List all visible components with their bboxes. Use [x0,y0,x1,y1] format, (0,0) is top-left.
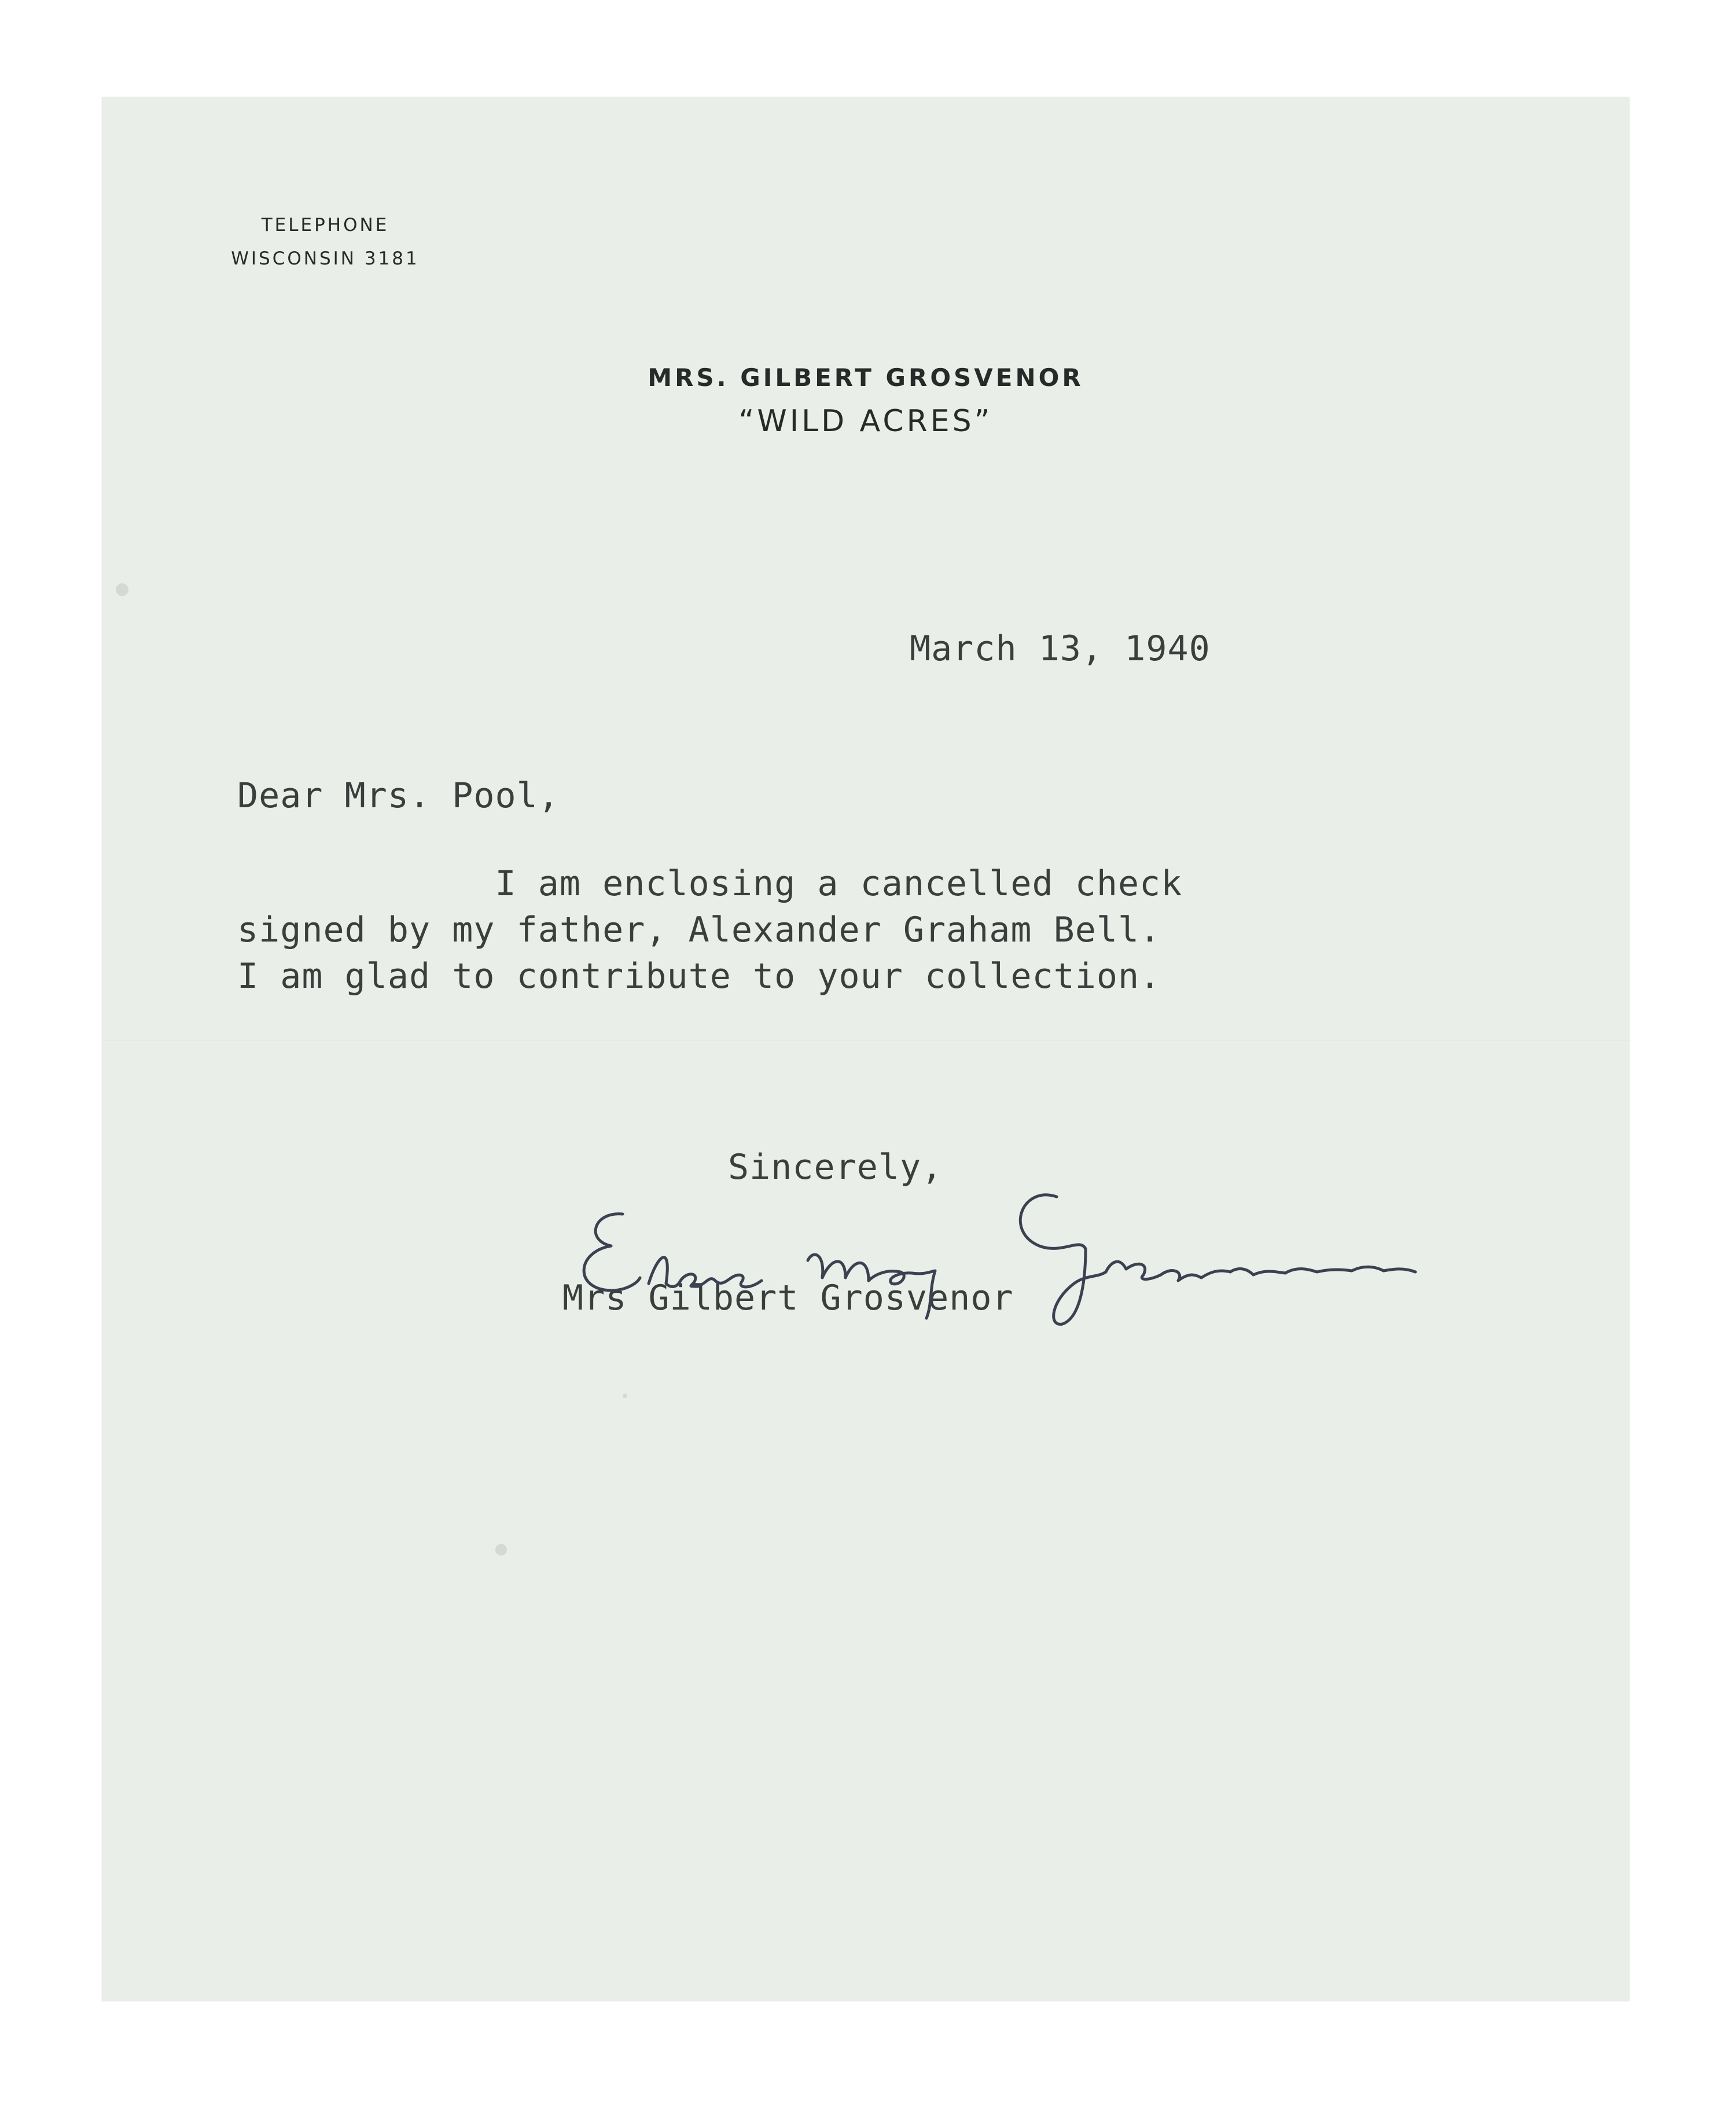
body-line: I am glad to contribute to your collection. [237,956,1161,996]
salutation: Dear Mrs. Pool, [237,775,560,816]
letterhead-name: MRS. GILBERT GROSVENOR [648,363,1084,392]
handwritten-signature [102,97,1630,2001]
telephone-label: TELEPHONE [261,215,389,236]
letterhead-estate: “WILD ACRES” [738,404,993,439]
closing: Sincerely, [728,1147,943,1187]
letter-page [102,97,1630,2001]
typed-signature: Mrs Gilbert Grosvenor [562,1278,1014,1318]
body-line: signed by my father, Alexander Graham Bell. [237,910,1161,950]
telephone-number: WISCONSIN 3181 [231,248,420,269]
letter-date: March 13, 1940 [910,628,1211,669]
body-line: I am enclosing a cancelled check [237,863,1183,904]
